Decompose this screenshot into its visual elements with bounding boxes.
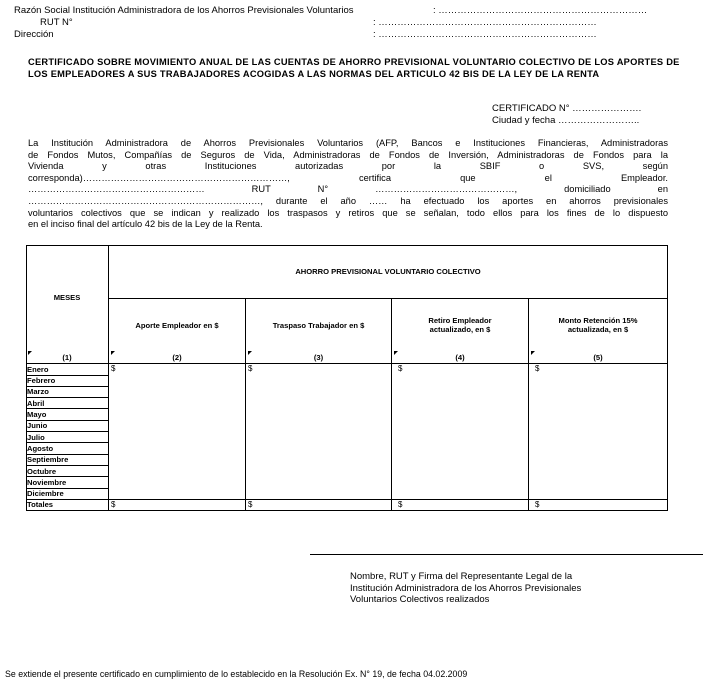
month-label: Noviembre	[27, 478, 67, 487]
month-divider	[26, 397, 109, 398]
month-label: Julio	[27, 433, 45, 442]
month-label: Agosto	[27, 444, 54, 453]
footer-note: Se extiende el presente certificado en cumplimiento de lo establecido en la Resolución Ex. N° 19, de fecha 04.02.2009	[5, 669, 468, 679]
month-label: Enero	[27, 365, 49, 374]
corner-mark-icon	[248, 351, 252, 355]
month-divider	[26, 465, 109, 466]
certificado-number: CERTIFICADO N° ………………….	[492, 103, 642, 114]
signature-text: Nombre, RUT y Firma del Representante Legal de la	[350, 571, 573, 582]
month-label: Junio	[27, 421, 48, 430]
currency-symbol: $	[535, 364, 540, 373]
month-label: Diciembre	[27, 489, 64, 498]
direccion-label: Dirección	[14, 29, 54, 40]
razon-social-label: Razón Social Institución Administradora de los Ahorros Previsionales Voluntarios	[14, 5, 354, 16]
month-label: Abril	[27, 399, 45, 408]
table-border	[667, 245, 668, 511]
col-retencion-header: Monto Retención 15% actualizada, en $	[558, 316, 638, 334]
paragraph-line: Vivienda y otras Instituciones autorizadas por la SBIF o SVS, según	[28, 161, 668, 172]
month-divider	[26, 431, 109, 432]
corner-mark-icon	[28, 351, 32, 355]
paragraph-line: corresponda)…………………………………………………………, certifica que el Empleador.	[28, 172, 668, 183]
paragraph-line: en el inciso final del artículo 42 bis de la Ley de la Renta.	[28, 219, 263, 230]
paragraph-line: voluntarios colectivos que se indican y realizado los traspasos y retiros que se señalan, todo ellos para los fines de lo dispuesto	[28, 207, 668, 218]
currency-symbol: $	[248, 500, 253, 509]
signature-text: Voluntarios Colectivos realizados	[350, 594, 490, 605]
currency-symbol: $	[398, 364, 403, 373]
corner-mark-icon	[531, 351, 535, 355]
paragraph-line: ………………………………………………… RUT N° ………………………………………, domiciliado en	[28, 184, 668, 195]
month-divider	[26, 408, 109, 409]
signature-caption	[350, 571, 581, 606]
col-aporte-header: Aporte Empleador en $	[135, 321, 219, 330]
rut-field: : ……………………………………………………………	[373, 17, 597, 28]
row-divider	[26, 363, 668, 364]
month-label: Octubre	[27, 467, 57, 476]
col-number: (5)	[593, 353, 603, 362]
col-number: (4)	[455, 353, 465, 362]
currency-symbol: $	[248, 364, 253, 373]
signature-line	[310, 554, 703, 555]
row-divider	[26, 499, 668, 500]
paragraph-line: La Institución Administradora de Ahorros Previsionales Voluntarios (AFP, Bancos e Instituciones Financieras, Administradoras	[28, 138, 668, 148]
col-retiro-header: Retiro Empleador actualizado, en $	[428, 316, 492, 334]
movimientos-table	[26, 245, 668, 511]
ciudad-fecha: Ciudad y fecha ……………………..	[492, 115, 640, 126]
row-divider	[108, 298, 668, 299]
rut-label: RUT N°	[40, 17, 73, 28]
col-number: (2)	[172, 353, 182, 362]
month-label: Marzo	[27, 387, 49, 396]
currency-symbol: $	[111, 500, 116, 509]
currency-symbol: $	[535, 500, 540, 509]
column-divider	[528, 298, 529, 511]
razon-social-field: : …………………………………………………………	[433, 5, 648, 16]
direccion-field: : ……………………………………………………………	[373, 29, 597, 40]
table-border	[26, 245, 668, 246]
month-label: Septiembre	[27, 455, 69, 464]
col-number: (1)	[62, 353, 72, 362]
table-border	[26, 510, 668, 511]
body-paragraph	[28, 138, 668, 231]
column-divider	[108, 245, 109, 511]
col-traspaso-header: Traspaso Trabajador en $	[272, 321, 365, 330]
col-number: (3)	[313, 353, 324, 362]
paragraph-line: …………………………………………………………………, durante el año …… ha efectuado los aportes en ahorros previsionales	[28, 195, 668, 206]
ahorro-group-header: AHORRO PREVISIONAL VOLUNTARIO COLECTIVO	[295, 267, 481, 276]
signature-text: Institución Administradora de los Ahorros Previsionales	[350, 582, 582, 594]
column-divider	[391, 298, 392, 511]
corner-mark-icon	[394, 351, 398, 355]
currency-symbol: $	[111, 364, 116, 373]
month-divider	[26, 476, 109, 477]
corner-mark-icon	[111, 351, 115, 355]
currency-symbol: $	[398, 500, 403, 509]
document-title: CERTIFICADO SOBRE MOVIMIENTO ANUAL DE LAS CUENTAS DE AHORRO PREVISIONAL VOLUNTARIO COLECTIVO DE LOS APORTES DE LOS EMPLEADORES A SUS TRABAJADORES ACOGIDAS A LAS NORMAS DEL ARTICULO 42 BIS DE LA LEY DE LA RENTA	[28, 57, 680, 79]
month-label: Mayo	[27, 410, 47, 419]
totales-label: Totales	[27, 500, 54, 509]
meses-header: MESES	[53, 293, 81, 302]
month-label: Febrero	[27, 376, 56, 385]
month-divider	[26, 442, 109, 443]
paragraph-line: de Fondos Mutos, Compañías de Seguros de Vida, Administradoras de Fondos de Inversión, Administradoras de Fondos para la	[28, 149, 668, 160]
